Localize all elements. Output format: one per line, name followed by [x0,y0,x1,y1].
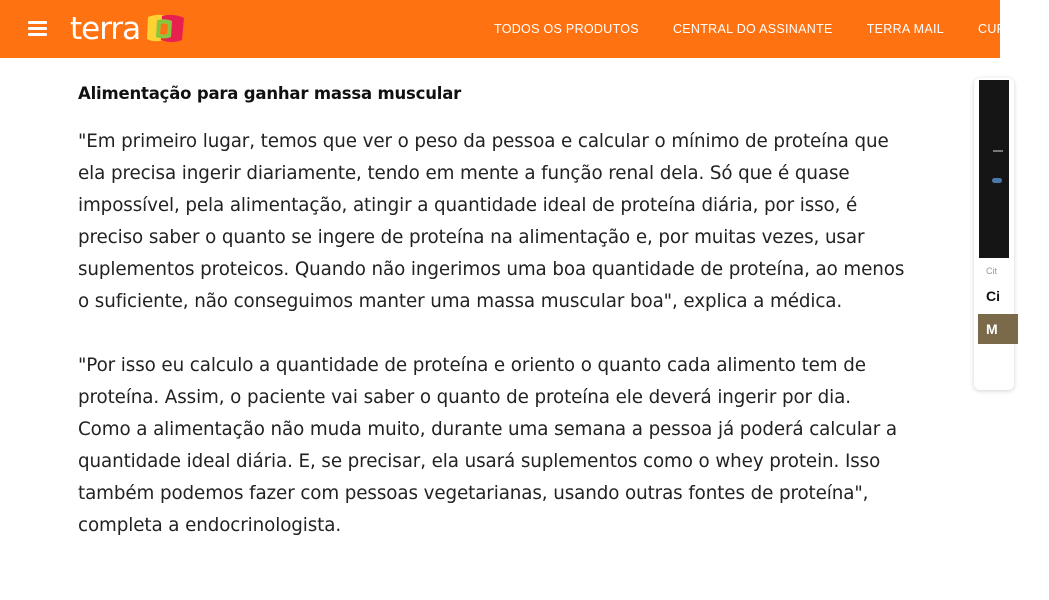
related-thumbnail[interactable] [979,80,1009,258]
nav-cursos[interactable]: CURS [978,22,1015,36]
hamburger-menu-icon[interactable] [28,21,47,36]
nav-terra-mail[interactable]: TERRA MAIL [866,22,945,36]
top-navigation-bar [0,0,1015,58]
nav-todos-os-produtos[interactable]: TODOS OS PRODUTOS [494,22,639,36]
nav-central-do-assinante[interactable]: CENTRAL DO ASSINANTE [672,22,833,36]
related-badge[interactable]: M [978,314,1018,344]
article-body [78,84,908,542]
sidebar-related-card[interactable] [974,78,1014,390]
article-paragraph: "Em primeiro lugar, temos que ver o peso da pessoa e calcular o mínimo de proteína que ela precisa ingerir diariamente, tendo em mente a função renal dela. Só que é quase impossível, pela alimentação, atingir a quantidade ideal de proteína diária, por isso, é preciso saber o quanto se ingere de proteína na alimentação e, por muitas vezes, usar suplementos proteicos. Quando não ingerimos uma boa quantidade de proteína, ao menos o suficiente, não conseguimos manter uma massa muscular boa", explica a médica. [78,131,905,312]
terra-logo[interactable] [70,10,188,48]
related-title[interactable]: Ci [986,288,1000,304]
section-heading: Alimentação para ganhar massa muscular [78,84,462,103]
related-source-label: Cit [986,266,997,276]
logo-text: terra [70,11,141,47]
main-nav [494,0,1049,58]
terra-logo-mark-icon [144,12,188,46]
article-paragraph: "Por isso eu calculo a quantidade de proteína e oriento o quanto cada alimento tem de proteína. Assim, o paciente vai saber o quanto de proteína ele deverá ingerir por dia. Como a alimentação não muda muito, durante uma semana a pessoa já poderá calcular a quantidade ideal diária. E, se precisar, ela usará suplementos como o whey protein. Isso também podemos fazer com pessoas vegetarianas, usando outras fontes de proteína", completa a endocrinologista. [78,355,898,536]
